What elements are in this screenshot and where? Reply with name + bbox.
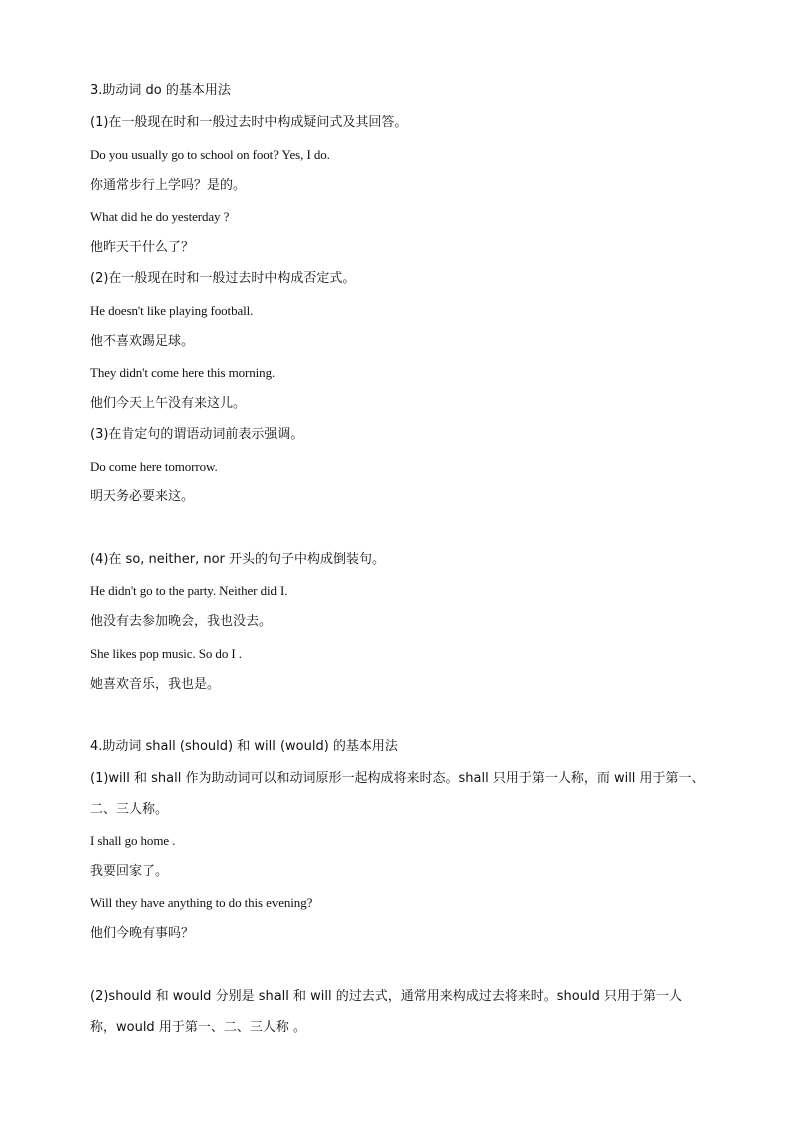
section4-paragraph-2: (2)should 和 would 分别是 shall 和 will 的过去式，通常用来构成过去将来时。should 只用于第一人称，would 用于第一、二、三人称 。 xyxy=(90,989,682,1035)
section4-paragraph-1: (1)will 和 shall 作为助动词可以和动词原形一起构成将来时态。shall 只用于第一人称，而 will 用于第一、二、三人称。 xyxy=(90,771,705,817)
example-2-english: What did he do yesterday ? xyxy=(90,209,230,224)
example-4-chinese: 他们今天上午没有来这儿。 xyxy=(90,396,247,411)
example-6-chinese: 他没有去参加晚会，我也没去。 xyxy=(90,614,273,629)
section4-example-1-chinese: 我要回家了。 xyxy=(90,864,169,879)
section3-paragraph-4: (4)在 so, neither, nor 开头的句子中构成倒装句。 xyxy=(90,552,386,567)
example-6-english: He didn't go to the party. Neither did I. xyxy=(90,583,288,598)
section3-paragraph-3: (3)在肯定句的谓语动词前表示强调。 xyxy=(90,427,304,442)
example-1-english: Do you usually go to school on foot? Yes, I do. xyxy=(90,147,330,162)
section4-example-2-english: Will they have anything to do this evening? xyxy=(90,895,313,910)
example-4-english: They didn't come here this morning. xyxy=(90,365,276,380)
example-2-chinese: 他昨天干什么了？ xyxy=(90,240,195,255)
example-7-english: She likes pop music. So do I . xyxy=(90,646,242,661)
section4-heading: 4.助动词 shall (should) 和 will (would) 的基本用法 xyxy=(90,739,398,754)
section4-example-2-chinese: 他们今晚有事吗？ xyxy=(90,926,195,941)
example-5-english: Do come here tomorrow. xyxy=(90,459,218,474)
example-5-chinese: 明天务必要来这。 xyxy=(90,489,195,504)
example-1-chinese: 你通常步行上学吗？是的。 xyxy=(90,178,247,193)
section3-heading: 3.助动词 do 的基本用法 xyxy=(90,83,231,98)
example-7-chinese: 她喜欢音乐，我也是。 xyxy=(90,677,221,692)
example-3-english: He doesn't like playing football. xyxy=(90,303,254,318)
section3-paragraph-2: (2)在一般现在时和一般过去时中构成否定式。 xyxy=(90,271,356,286)
section3-paragraph-1: (1)在一般现在时和一般过去时中构成疑问式及其回答。 xyxy=(90,115,408,130)
section4-example-1-english: I shall go home . xyxy=(90,833,176,848)
example-3-chinese: 他不喜欢踢足球。 xyxy=(90,334,195,349)
